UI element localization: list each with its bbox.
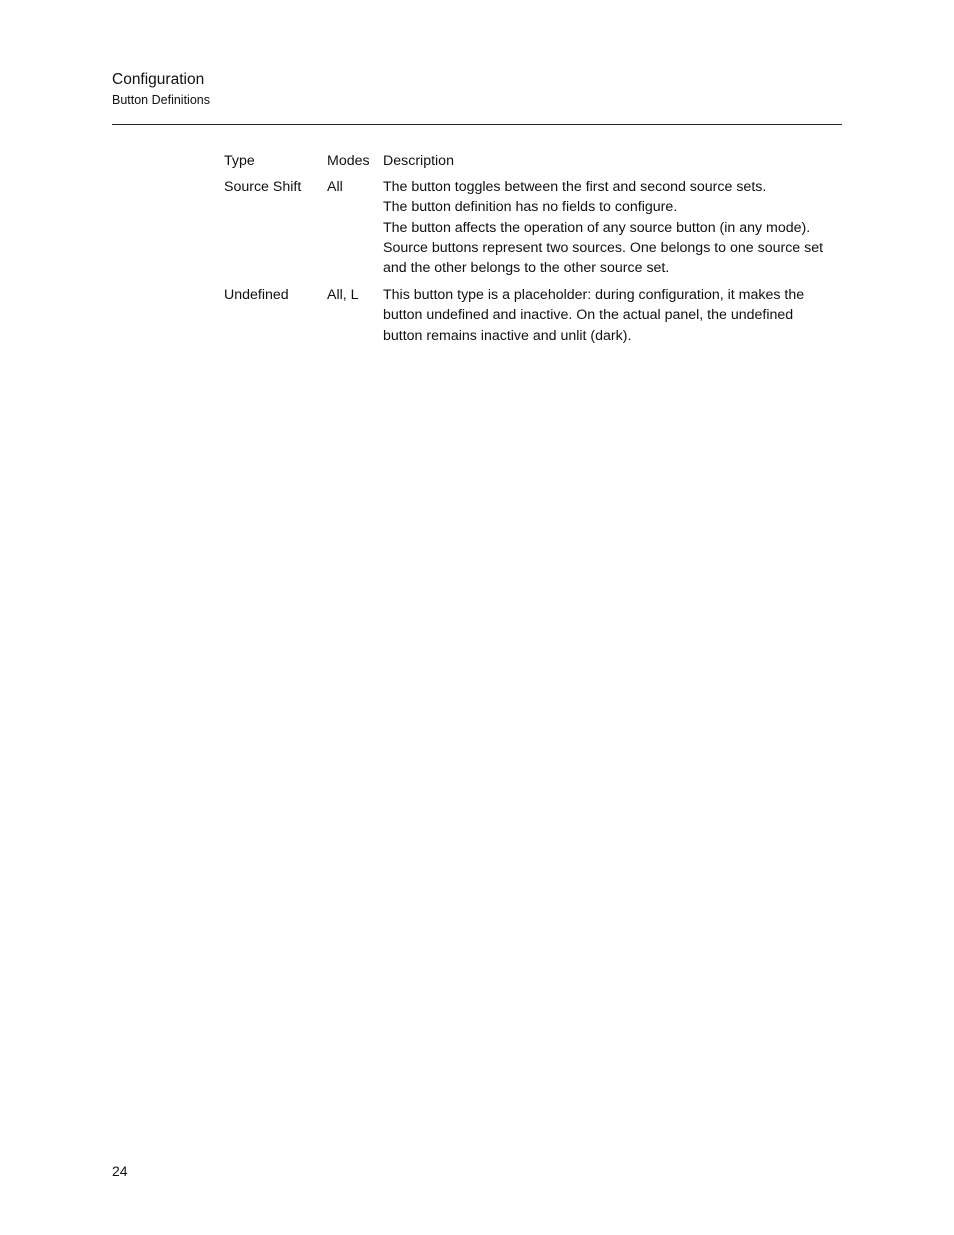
page-number: 24	[112, 1163, 128, 1179]
description-line: button remains inactive and unlit (dark).	[383, 327, 632, 344]
table-row	[224, 285, 842, 346]
column-header-description: Description	[383, 153, 454, 169]
row-modes: All, L	[327, 287, 359, 304]
running-header	[112, 70, 842, 108]
row-description	[383, 177, 842, 278]
table-header-row	[224, 151, 842, 171]
row-modes: All	[327, 179, 343, 196]
header-divider	[112, 124, 842, 125]
row-type: Source Shift	[224, 179, 302, 196]
description-line: The button toggles between the first and second source sets.	[383, 179, 767, 196]
description-line: The button definition has no fields to configure.	[383, 199, 678, 216]
description-line: Source buttons represent two sources. One belongs to one source set	[383, 239, 824, 256]
description-line: The button affects the operation of any source button (in any mode).	[383, 219, 811, 236]
section-title: Button Definitions	[112, 93, 210, 107]
button-definitions-table	[224, 151, 842, 353]
description-line: button undefined and inactive. On the actual panel, the undefined	[383, 307, 794, 324]
row-type: Undefined	[224, 287, 289, 304]
row-description	[383, 285, 842, 346]
table-row	[224, 177, 842, 278]
description-line: This button type is a placeholder: during configuration, it makes the	[383, 287, 805, 304]
description-line: and the other belongs to the other source set.	[383, 260, 670, 277]
chapter-title: Configuration	[112, 71, 205, 88]
column-header-modes: Modes	[327, 153, 370, 169]
column-header-type: Type	[224, 153, 255, 169]
